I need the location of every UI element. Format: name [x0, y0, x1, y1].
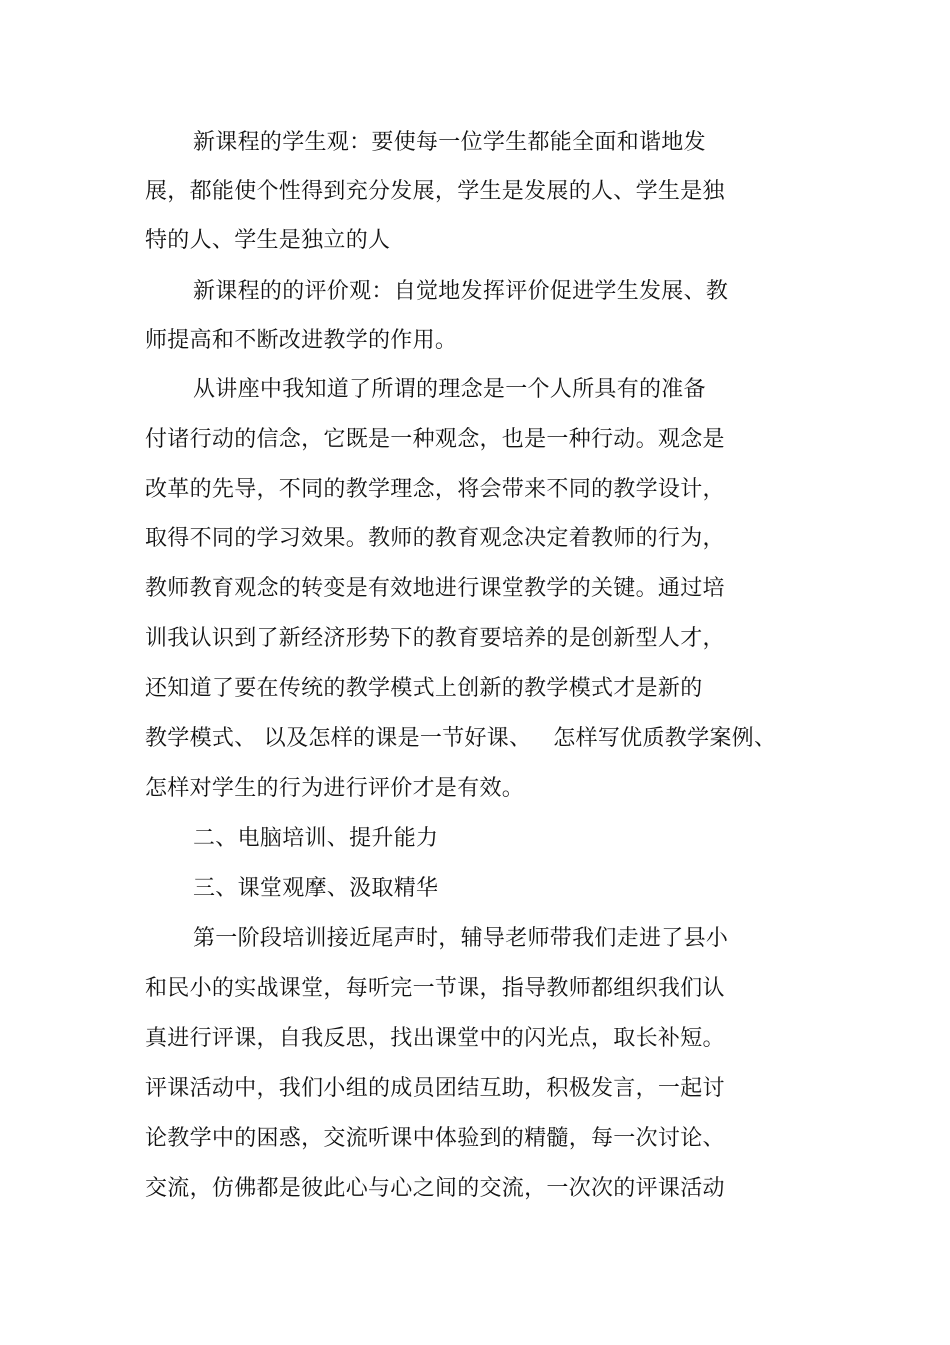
paragraph-line: 怎样对学生的行为进行评价才是有效。: [145, 776, 525, 801]
paragraph-line: 真进行评课，自我反思，找出课堂中的闪光点，取长补短。: [145, 1026, 725, 1051]
paragraph-line: 取得不同的学习效果。教师的教育观念决定着教师的行为，: [145, 526, 725, 551]
paragraph-line: 教师教育观念的转变是有效地进行课堂教学的关键。通过培: [145, 576, 725, 601]
paragraph-line: 新课程的的评价观：自觉地发挥评价促进学生发展、教: [193, 279, 729, 304]
paragraph-line: 评课活动中，我们小组的成员团结互助，积极发言，一起讨: [145, 1076, 725, 1101]
paragraph-line: 交流，仿佛都是彼此心与心之间的交流，一次次的评课活动: [145, 1176, 725, 1201]
paragraph-line: 从讲座中我知道了所谓的理念是一个人所具有的准备: [193, 377, 706, 402]
paragraph-line: 第一阶段培训接近尾声时，辅导老师带我们走进了县小: [193, 926, 729, 951]
paragraph-line: 特的人、学生是独立的人: [145, 228, 391, 253]
paragraph-line: 还知道了要在传统的教学模式上创新的教学模式才是新的: [145, 676, 703, 701]
paragraph-line: 付诸行动的信念，它既是一种观念，也是一种行动。观念是: [145, 427, 725, 452]
paragraph-line: 教学模式、 以及怎样的课是一节好课、 怎样写优质教学案例、: [145, 726, 777, 751]
paragraph-line: 论教学中的困惑，交流听课中体验到的精髓，每一次讨论、: [145, 1126, 725, 1151]
paragraph-line: 训我认识到了新经济形势下的教育要培养的是创新型人才，: [145, 626, 725, 651]
paragraph-line: 和民小的实战课堂，每听完一节课，指导教师都组织我们认: [145, 976, 725, 1001]
section-heading: 三、课堂观摩、汲取精华: [193, 876, 439, 901]
paragraph-line: 师提高和不断改进教学的作用。: [145, 328, 458, 353]
paragraph-line: 改革的先导，不同的教学理念，将会带来不同的教学设计，: [145, 477, 725, 502]
paragraph-line: 新课程的学生观：要使每一位学生都能全面和谐地发: [193, 130, 706, 155]
section-heading: 二、电脑培训、提升能力: [193, 826, 439, 851]
paragraph-line: 展，都能使个性得到充分发展，学生是发展的人、学生是独: [145, 179, 725, 204]
